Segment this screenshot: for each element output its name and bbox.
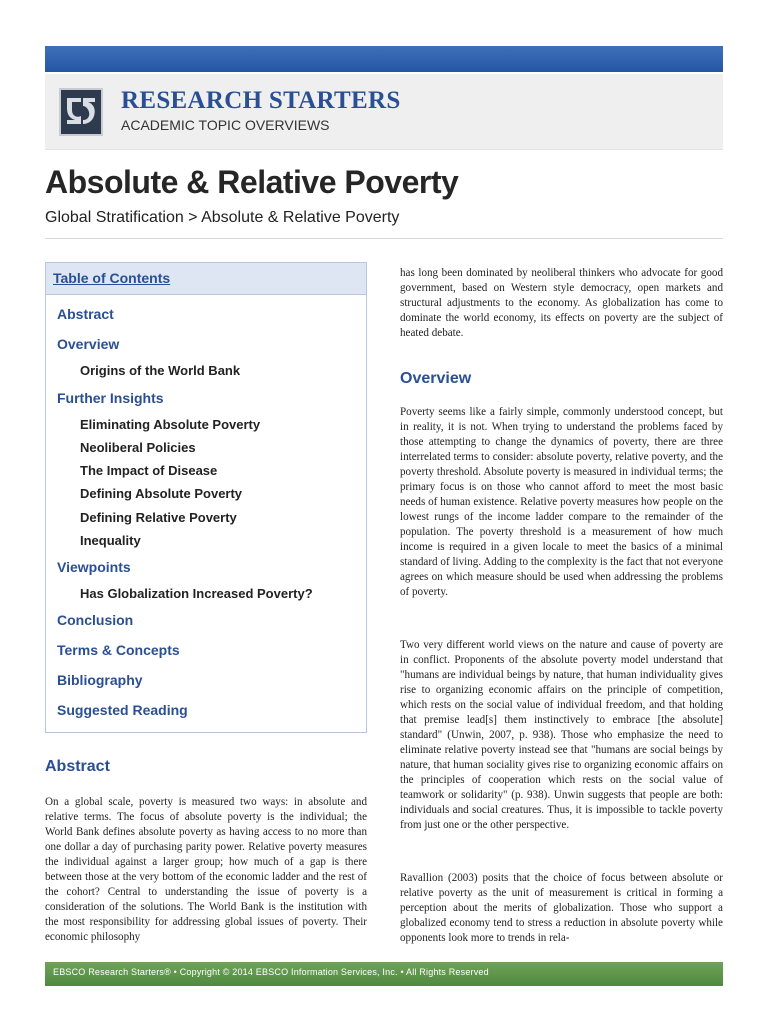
toc-item-viewpoints[interactable]: Viewpoints xyxy=(57,559,131,575)
overview-paragraph-2: Two very different world views on the nature and cause of poverty are in conflict. Proponents of the absolute poverty model understand that "humans are individual beings by nature, that human individuality gives rise to organizing economic affairs on the principle of competition, which rests on the social value of individual freedom, and that holding that premise lead[s] them instinctively to embrace [the absolute] standard" (Unwin, 2007, p. 938). Those who emphasize the need to eliminate relative poverty instead see that "humans are social beings by nature, that human sociality gives rise to organizing economic affairs on the principles of cooperation which rests on the social value of teamwork or solidarity" (p. 938). Unwin suggests that people are both: individuals and social creatures. Thus, it is impossible to tackle poverty from just one or the other perspective. xyxy=(400,639,723,831)
intro-continuation-text: has long been dominated by neoliberal thinkers who advocate for good government, based on Western style democracy, open markets and structural adjustments to the economy. As globalization has come to dominate the world economy, its effects on poverty are the subject of heated debate. xyxy=(400,267,723,339)
page-title: Absolute & Relative Poverty xyxy=(45,164,459,200)
toc-item-terms-and-concepts[interactable]: Terms & Concepts xyxy=(57,642,180,658)
breadcrumb: Global Stratification > Absolute & Relative Poverty xyxy=(45,209,400,226)
toc-item-defining-relative-poverty[interactable]: Defining Relative Poverty xyxy=(80,510,237,525)
toc-item-neoliberal-policies[interactable]: Neoliberal Policies xyxy=(80,440,196,455)
research-starters-logo-icon xyxy=(59,88,103,136)
toc-item-overview[interactable]: Overview xyxy=(57,336,120,352)
toc-item-further-insights[interactable]: Further Insights xyxy=(57,390,164,406)
title-divider xyxy=(45,238,723,239)
brand-title: RESEARCH STARTERS xyxy=(121,87,401,114)
toc-item-suggested-reading[interactable]: Suggested Reading xyxy=(57,702,188,718)
toc-heading[interactable]: Table of Contents xyxy=(53,270,171,286)
footer-bar xyxy=(45,962,723,986)
toc-header xyxy=(46,263,366,295)
toc-item-conclusion[interactable]: Conclusion xyxy=(57,612,134,628)
overview-paragraph-1: Poverty seems like a fairly simple, commonly understood concept, but in reality, it is not. When trying to understand the problems faced by those attempting to change the dynamics of poverty, there are three interrelated terms to consider: absolute poverty, relative poverty, and the poverty threshold. Absolute poverty is measured in individual terms; the primary focus is on those who cannot afford to meet the most basic needs of human existence. Relative poverty measures how people on the lowest rungs of the income ladder compare to the remainder of the population. The poverty threshold is a measurement of how much income is required in a given locale to meet the basics of a minimal standard of living. Adding to the complexity is the fact that not everyone agrees on which measure should be used when addressing the problems of poverty. xyxy=(400,406,723,598)
toc-item-eliminating-absolute-poverty[interactable]: Eliminating Absolute Poverty xyxy=(80,417,261,432)
toc-item-bibliography[interactable]: Bibliography xyxy=(57,672,143,688)
toc-item-has-globalization-increased-poverty[interactable]: Has Globalization Increased Poverty? xyxy=(80,586,313,601)
toc-item-impact-of-disease[interactable]: The Impact of Disease xyxy=(80,463,218,478)
overview-heading: Overview xyxy=(400,370,472,387)
abstract-heading: Abstract xyxy=(45,758,110,775)
toc-item-origins-of-world-bank[interactable]: Origins of the World Bank xyxy=(80,363,241,378)
table-of-contents xyxy=(45,262,367,733)
abstract-text: On a global scale, poverty is measured two ways: in absolute and relative terms. The focus of absolute poverty is the individual; the World Bank defines absolute poverty as having access to no more than one dollar a day of purchasing parity power. Relative poverty measures the individual against a larger group; how much of a gap is there between those at the very bottom of the economic ladder and the rest of the cohort? Central to understanding the issue of poverty is a consideration of the solutions. The World Bank is the institution with the most responsibility for addressing global issues of poverty. Their economic philosophy xyxy=(45,796,367,943)
toc-item-defining-absolute-poverty[interactable]: Defining Absolute Poverty xyxy=(80,486,243,501)
top-color-bar xyxy=(45,46,723,72)
footer-copyright: EBSCO Research Starters® • Copyright © 2014 EBSCO Information Services, Inc. • All Rights Reserved xyxy=(53,967,489,977)
brand-subtitle: ACADEMIC TOPIC OVERVIEWS xyxy=(121,117,330,133)
overview-paragraph-3: Ravallion (2003) posits that the choice of focus between absolute or relative poverty as the unit of measurement is critical in forming a perception about the merits of globalization. Those who support a globalized economy tend to stress a reduction in absolute poverty while opponents look more to trends in rela- xyxy=(400,872,723,944)
toc-item-inequality[interactable]: Inequality xyxy=(80,533,141,548)
toc-item-abstract[interactable]: Abstract xyxy=(57,306,114,322)
